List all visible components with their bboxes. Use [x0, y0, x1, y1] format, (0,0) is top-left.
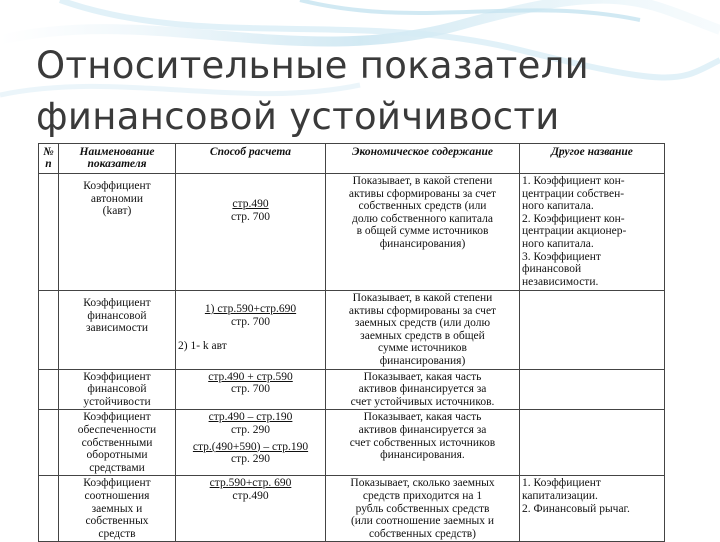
name-line: Коэффициент — [83, 370, 151, 383]
formula-numerator-alt: стр.(490+590) – стр.190 — [192, 440, 309, 453]
meaning-line: активы сформированы за счет — [348, 304, 497, 317]
other-line: центрации собствен- — [522, 187, 625, 200]
method-cell — [176, 174, 326, 291]
meaning-line: активы сформированы за счет — [348, 187, 497, 200]
meaning-line: Показывает, в какой степени — [352, 175, 493, 187]
row-num-cell — [39, 410, 59, 476]
name-line: финансовой — [87, 309, 147, 322]
other-line: независимости. — [522, 275, 599, 288]
ratios-table-container — [38, 143, 664, 540]
name-line: собственными — [81, 436, 153, 449]
row-num-cell — [39, 369, 59, 410]
other-line: 1. Коэффициент кон- — [522, 175, 625, 187]
header-meaning: Экономическое содержание — [326, 144, 520, 174]
meaning-line: активов финансируется за — [358, 423, 487, 436]
table-row — [39, 410, 665, 476]
name-line: автономии — [90, 192, 144, 205]
formula-numerator: стр.490 — [232, 198, 269, 210]
table-row — [39, 291, 665, 370]
meaning-line: Показывает, какая часть — [363, 411, 482, 424]
meaning-cell — [326, 291, 520, 370]
name-line: устойчивости — [83, 395, 151, 408]
other-line: капитализации. — [522, 489, 598, 502]
formula-denominator: стр. 700 — [230, 315, 271, 328]
other-line: центрации акционер- — [522, 225, 627, 238]
name-line: заемных и — [91, 502, 143, 515]
meaning-line: рубль собственных средств — [355, 502, 490, 515]
other-line: ного капитала. — [522, 200, 594, 213]
formula-denominator: стр. 700 — [230, 383, 271, 396]
row-num-cell — [39, 174, 59, 291]
meaning-line: (или соотношение заемных и — [350, 515, 495, 528]
meaning-line: финансирования. — [380, 449, 465, 462]
ratios-table — [38, 143, 665, 542]
name-line: Коэффициент — [83, 477, 151, 490]
other-name-cell — [520, 476, 665, 542]
table-row — [39, 476, 665, 542]
name-line: Коэффициент — [83, 411, 151, 424]
name-cell — [59, 174, 176, 291]
other-line: ного капитала. — [522, 237, 594, 250]
formula-denominator: стр.490 — [232, 489, 269, 502]
meaning-line: Показывает, какая часть — [363, 370, 482, 383]
meaning-line: заемных средств (или долю — [354, 317, 491, 330]
table-row — [39, 174, 665, 291]
method-cell — [176, 369, 326, 410]
meaning-line: долю собственного капитала — [352, 212, 493, 225]
title-line-2: финансовой устойчивости — [36, 95, 560, 138]
name-line: собственных — [85, 515, 149, 528]
formula-numerator: 1) стр.590+стр.690 — [204, 303, 297, 315]
meaning-cell — [326, 369, 520, 410]
name-line: Коэффициент — [83, 297, 151, 309]
name-line: оборотными — [86, 449, 148, 462]
header-other: Другое название — [520, 144, 665, 174]
other-name-cell — [520, 291, 665, 370]
formula-spacer — [178, 328, 323, 340]
meaning-line: финансирования) — [379, 354, 466, 367]
name-line: зависимости — [85, 322, 149, 335]
name-line: Коэффициент — [83, 180, 151, 192]
other-line: финансовой — [522, 263, 582, 276]
name-line: (kавт) — [102, 205, 132, 218]
formula-denominator: стр. 700 — [230, 210, 271, 223]
other-line: 1. Коэффициент — [522, 477, 601, 490]
table-row — [39, 369, 665, 410]
meaning-line: активов финансируется за — [358, 383, 487, 396]
other-name-cell — [520, 174, 665, 291]
meaning-line: собственных средств (или — [358, 200, 487, 213]
meaning-line: счет устойчивых источников. — [350, 395, 495, 408]
formula-denominator-alt: стр. 290 — [230, 453, 271, 466]
other-line: 2. Финансовый рычаг. — [522, 502, 630, 515]
row-num-cell — [39, 291, 59, 370]
other-line: 3. Коэффициент — [522, 250, 601, 263]
header-name: Наименование показателя — [59, 144, 176, 174]
name-cell — [59, 476, 176, 542]
formula-denominator: стр. 290 — [230, 423, 271, 436]
table-header-row — [39, 144, 665, 174]
title-line-1: Относительные показатели — [36, 44, 590, 87]
row-num-cell — [39, 476, 59, 542]
other-name-cell — [520, 369, 665, 410]
header-num: № п — [39, 144, 59, 174]
meaning-line: Показывает, в какой степени — [352, 292, 493, 304]
meaning-line: средств приходится на 1 — [362, 489, 483, 502]
formula-numerator: стр.490 – стр.190 — [208, 411, 293, 424]
name-line: средствами — [89, 461, 145, 474]
header-method: Способ расчета — [176, 144, 326, 174]
name-line: обеспеченности — [77, 423, 157, 436]
meaning-cell — [326, 410, 520, 476]
name-cell — [59, 410, 176, 476]
formula-numerator: стр.490 + стр.590 — [208, 370, 293, 383]
slide-title — [36, 40, 696, 142]
meaning-cell — [326, 476, 520, 542]
meaning-line: финансирования) — [379, 237, 466, 250]
meaning-line: Показывает, сколько заемных — [350, 477, 495, 490]
meaning-line: счет собственных источников — [349, 436, 496, 449]
meaning-line: собственных средств) — [368, 527, 476, 540]
name-line: средств — [98, 527, 136, 540]
meaning-line: заемных средств в общей — [360, 329, 485, 342]
meaning-line: сумме источников — [378, 342, 467, 355]
name-cell — [59, 369, 176, 410]
formula-alternative: 2) 1- k авт — [178, 340, 227, 353]
method-cell — [176, 410, 326, 476]
name-cell — [59, 291, 176, 370]
meaning-line: в общей сумме источников — [356, 225, 489, 238]
name-line: соотношения — [84, 489, 150, 502]
method-cell — [176, 291, 326, 370]
other-line: 2. Коэффициент кон- — [522, 212, 625, 225]
meaning-cell — [326, 174, 520, 291]
method-cell — [176, 476, 326, 542]
formula-numerator: стр.590+стр. 690 — [209, 477, 292, 490]
other-name-cell — [520, 410, 665, 476]
name-line: финансовой — [87, 383, 147, 396]
